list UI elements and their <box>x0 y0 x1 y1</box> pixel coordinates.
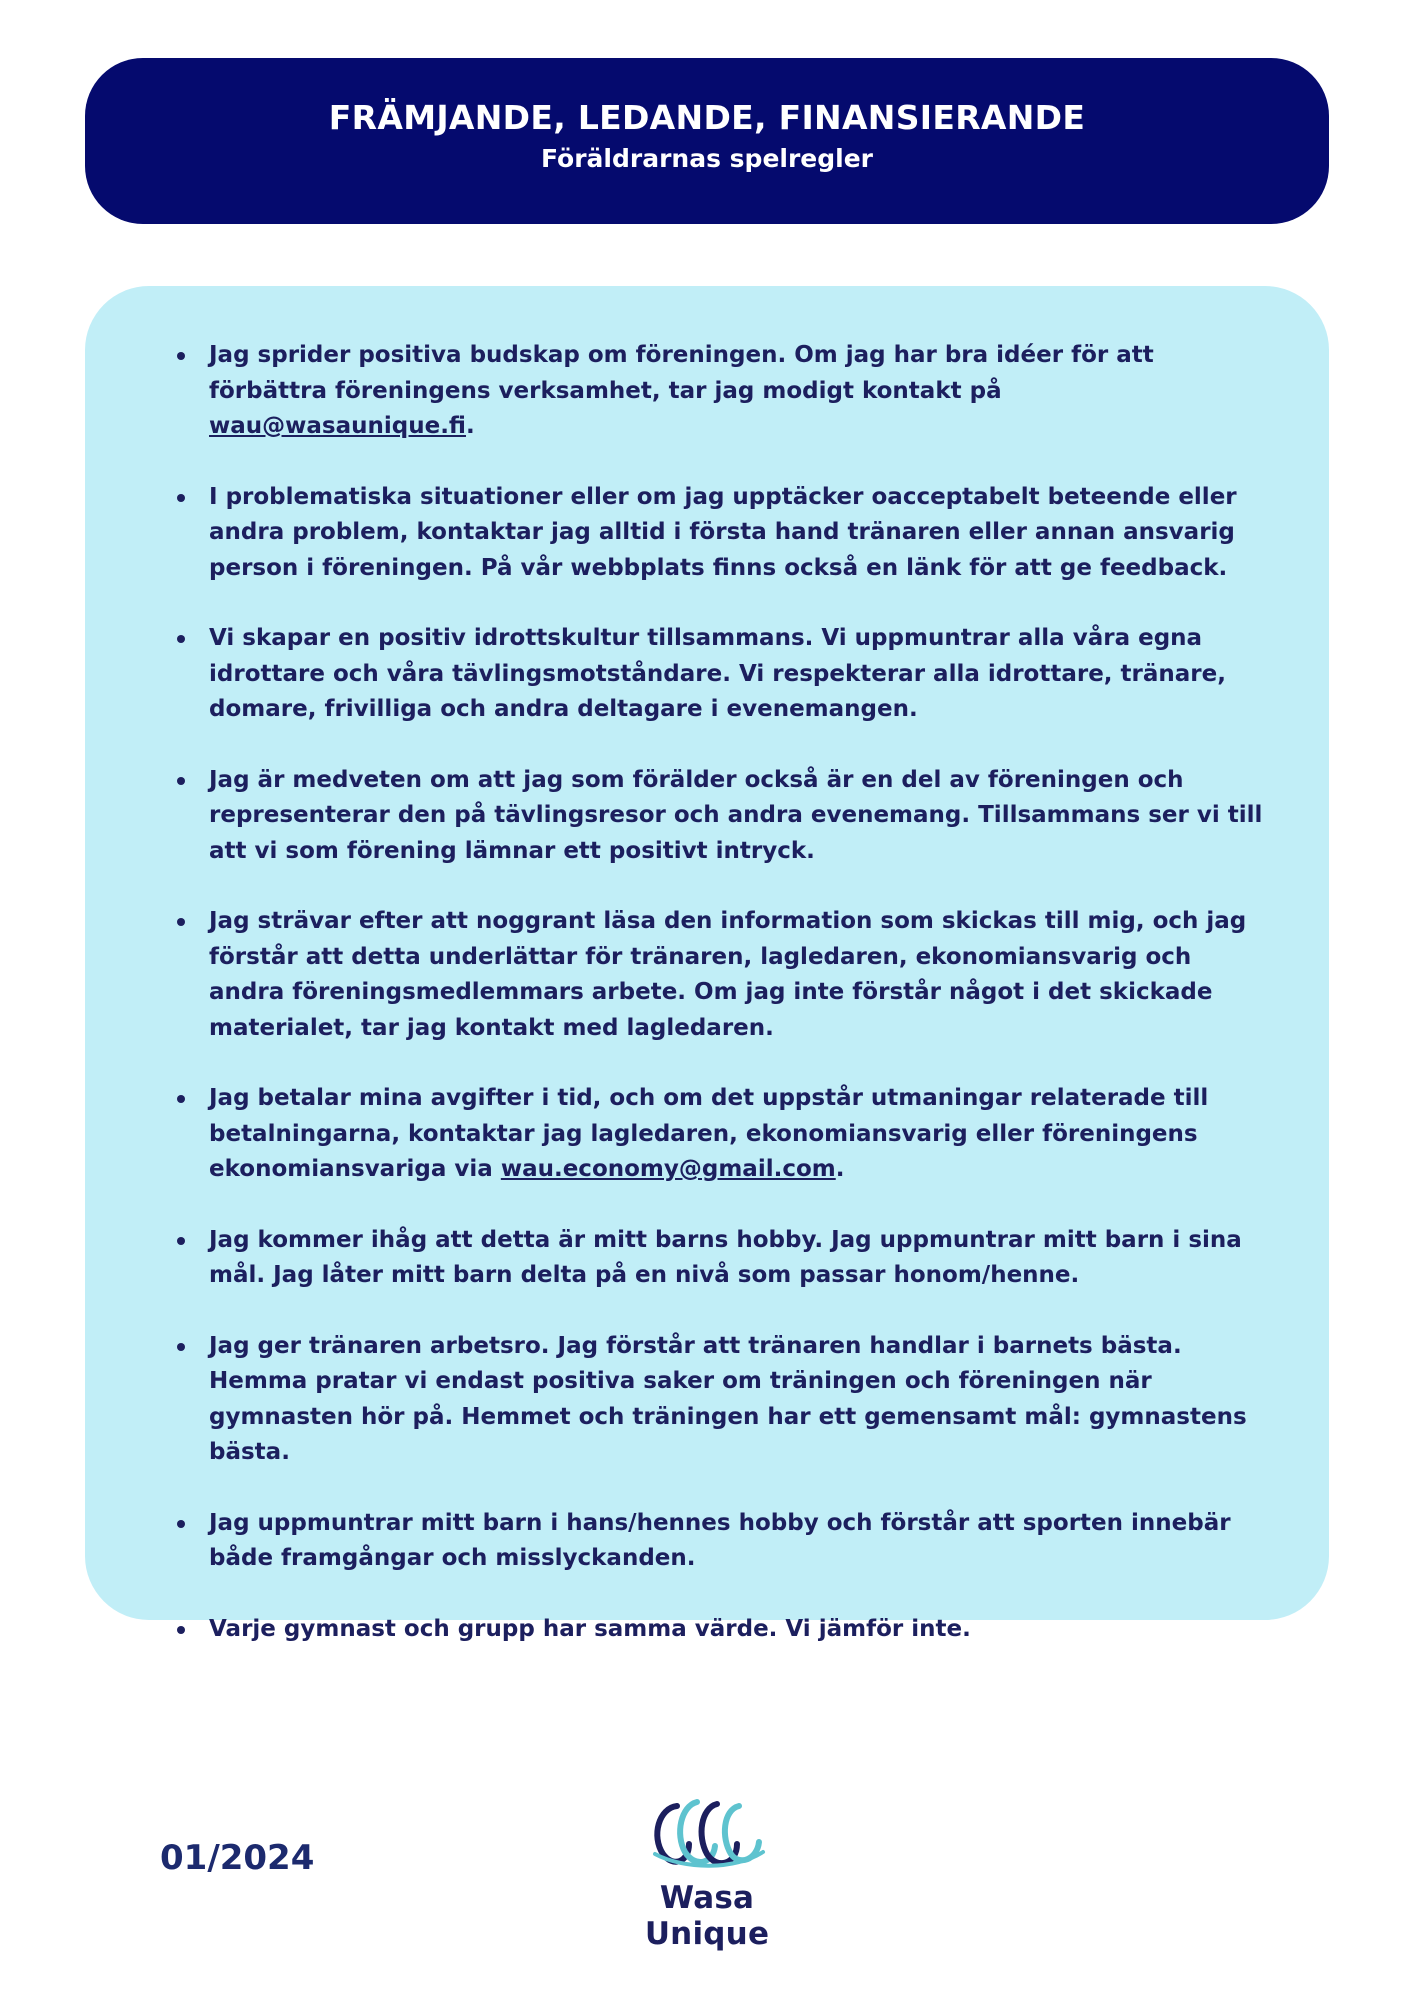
rule-text: Jag betalar mina avgifter i tid, och om det uppstår utmaningar relaterade till betalningarna, kontaktar jag lagledaren, ekonomiansvarig eller föreningens ekonomiansvariga via <box>209 1085 1209 1182</box>
list-item <box>177 1612 1269 1648</box>
bullet-icon <box>177 1520 185 1528</box>
rule-text-end: . <box>835 1156 845 1182</box>
bullet-icon <box>177 494 185 502</box>
rule-text: Vi skapar en positiv idrottskultur tillsammans. Vi uppmuntrar alla våra egna idrottare och våra tävlingsmotståndare. Vi respekterar alla idrottare, tränare, domare, frivilliga och andra deltagare i evenemangen. <box>209 625 1226 722</box>
rules-card <box>85 286 1329 1642</box>
email-link-economy[interactable]: wau.economy@gmail.com <box>500 1156 836 1182</box>
list-item <box>177 1506 1269 1577</box>
list-item <box>177 338 1269 445</box>
email-link-info[interactable]: wau@wasaunique.fi <box>209 413 466 439</box>
rule-text: Jag ger tränaren arbetsro. Jag förstår att tränaren handlar i barnets bästa. Hemma pratar vi endast positiva saker om träningen och föreningen när gymnasten hör på. Hemmet och träningen har ett gemensamt mål: gymnastens bästa. <box>209 1332 1247 1465</box>
list-item <box>177 621 1269 728</box>
rule-text: Jag kommer ihåg att detta är mitt barns hobby. Jag uppmuntrar mitt barn i sina mål. Jag låter mitt barn delta på en nivå som passar honom/henne. <box>209 1226 1242 1288</box>
rule-text: Jag är medveten om att jag som förälder också är en del av föreningen och representerar den på tävlingsresor och andra evenemang. Tillsammans ser vi till att vi som förening lämnar ett positivt intryck. <box>209 766 1263 864</box>
list-item <box>177 1329 1269 1471</box>
bullet-icon <box>177 635 185 643</box>
bullet-icon <box>177 777 185 785</box>
list-item <box>177 480 1269 587</box>
bullet-icon <box>177 1343 185 1351</box>
logo-rings-icon <box>645 1796 769 1876</box>
page-header <box>85 58 1329 224</box>
list-item <box>177 1223 1269 1294</box>
logo-text: Wasa Unique <box>644 1880 770 1952</box>
document-date: 01/2024 <box>160 1838 315 1878</box>
rule-text-end: . <box>465 413 475 439</box>
rules-list <box>177 338 1269 1647</box>
rule-text: Jag strävar efter att noggrant läsa den information som skickas till mig, och jag förstår att detta underlättar för tränaren, lagledaren, ekonomiansvarig och andra föreningsmedlemmars arbete. Om jag inte förstår något i det skickade materialet, tar jag kontakt med lagledaren. <box>209 908 1247 1041</box>
rule-text: Jag sprider positiva budskap om föreningen. Om jag har bra idéer för att förbättra föreningens verksamhet, tar jag modigt kontakt på <box>209 342 1154 404</box>
rule-text: Jag uppmuntrar mitt barn i hans/hennes hobby och förstår att sporten innebär både framgångar och misslyckanden. <box>209 1509 1231 1571</box>
bullet-icon <box>177 918 185 926</box>
rule-text: I problematiska situationer eller om jag upptäcker oacceptabelt beteende eller andra problem, kontaktar jag alltid i första hand tränaren eller annan ansvarig person i föreningen. På vår webbplats finns också en länk för att ge feedback. <box>209 483 1237 581</box>
list-item <box>177 904 1269 1046</box>
bullet-icon <box>177 352 185 360</box>
wasa-unique-logo <box>604 1796 810 1952</box>
page-title: FRÄMJANDE, LEDANDE, FINANSIERANDE <box>328 98 1086 137</box>
page-subtitle: Föräldrarnas spelregler <box>540 144 874 173</box>
bullet-icon <box>177 1237 185 1245</box>
rule-text: Varje gymnast och grupp har samma värde. Vi jämför inte. <box>209 1615 971 1642</box>
bullet-icon <box>177 1626 185 1634</box>
list-item <box>177 1081 1269 1188</box>
bullet-icon <box>177 1095 185 1103</box>
list-item <box>177 763 1269 870</box>
